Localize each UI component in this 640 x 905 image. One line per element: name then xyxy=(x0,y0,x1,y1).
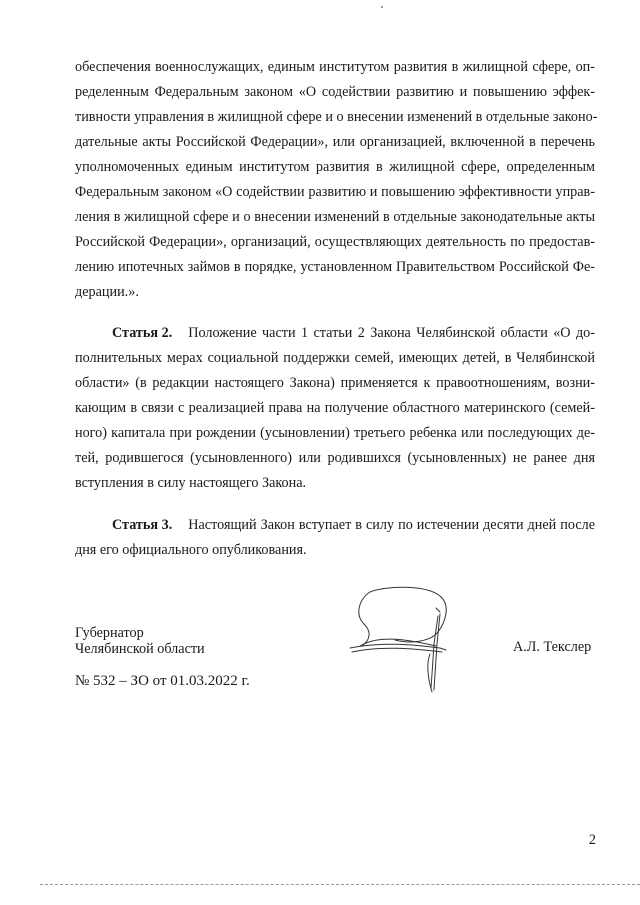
handwritten-signature xyxy=(340,584,460,702)
text-line: дерации.». xyxy=(75,284,139,300)
signatory-title-line-2: Челябинской области xyxy=(75,641,205,657)
text-line: Положение части 1 статьи 2 Закона Челябинской области «О до- xyxy=(188,325,595,341)
article-2-first-line xyxy=(112,324,595,342)
scan-mark xyxy=(381,6,383,8)
text-line: кающим в связи с реализацией права на получение областного материнского (семей- xyxy=(75,400,595,416)
text-line: уполномоченных единым институтом развития в жилищной сфере, определенным xyxy=(75,159,595,175)
text-line: лению ипотечных займов в порядке, установленном Правительством Российской Фе- xyxy=(75,259,595,275)
article-2-label: Статья 2. xyxy=(112,325,173,341)
signatory-title-line-1: Губернатор xyxy=(75,625,144,641)
text-line: дательные акты Российской Федерации», или организацией, включенной в перечень xyxy=(75,134,595,150)
law-number: № 532 – ЗО от 01.03.2022 г. xyxy=(75,673,250,689)
article-3-first-line xyxy=(112,516,595,534)
page-number: 2 xyxy=(588,832,596,848)
text-line: ления в жилищной сфере и о внесении изменений в отдельные законодательные акты xyxy=(75,209,595,225)
text-line: тей, родившегося (усыновленного) или родившихся (усыновленных) не ранее дня xyxy=(75,450,595,466)
text-line: дня его официального опубликования. xyxy=(75,542,307,558)
scan-edge-line xyxy=(40,884,640,885)
text-line: ределенным Федеральным законом «О содействии развитию и повышению эффек- xyxy=(75,84,595,100)
signatory-name: А.Л. Текслер xyxy=(513,639,592,655)
text-line: области» (в редакции настоящего Закона) применяется к правоотношениям, возни- xyxy=(75,375,595,391)
text-line: полнительных мерах социальной поддержки семей, имеющих детей, в Челябинской xyxy=(75,350,595,366)
text-line: обеспечения военнослужащих, единым институтом развития в жилищной сфере, оп- xyxy=(75,59,595,75)
article-3-label: Статья 3. xyxy=(112,517,173,533)
text-line: вступления в силу настоящего Закона. xyxy=(75,475,307,491)
text-line: Российской Федерации», организаций, осуществляющих деятельность по предостав- xyxy=(75,234,595,250)
text-line: ного) капитала при рождении (усыновлении) третьего ребенка или последующих де- xyxy=(75,425,595,441)
text-line: Федеральным законом «О содействии развитию и повышению эффективности управ- xyxy=(75,184,595,200)
text-line: тивности управления в жилищной сфере и о внесении изменений в отдельные законо- xyxy=(75,109,598,125)
text-line: Настоящий Закон вступает в силу по истечении десяти дней после xyxy=(188,517,595,533)
